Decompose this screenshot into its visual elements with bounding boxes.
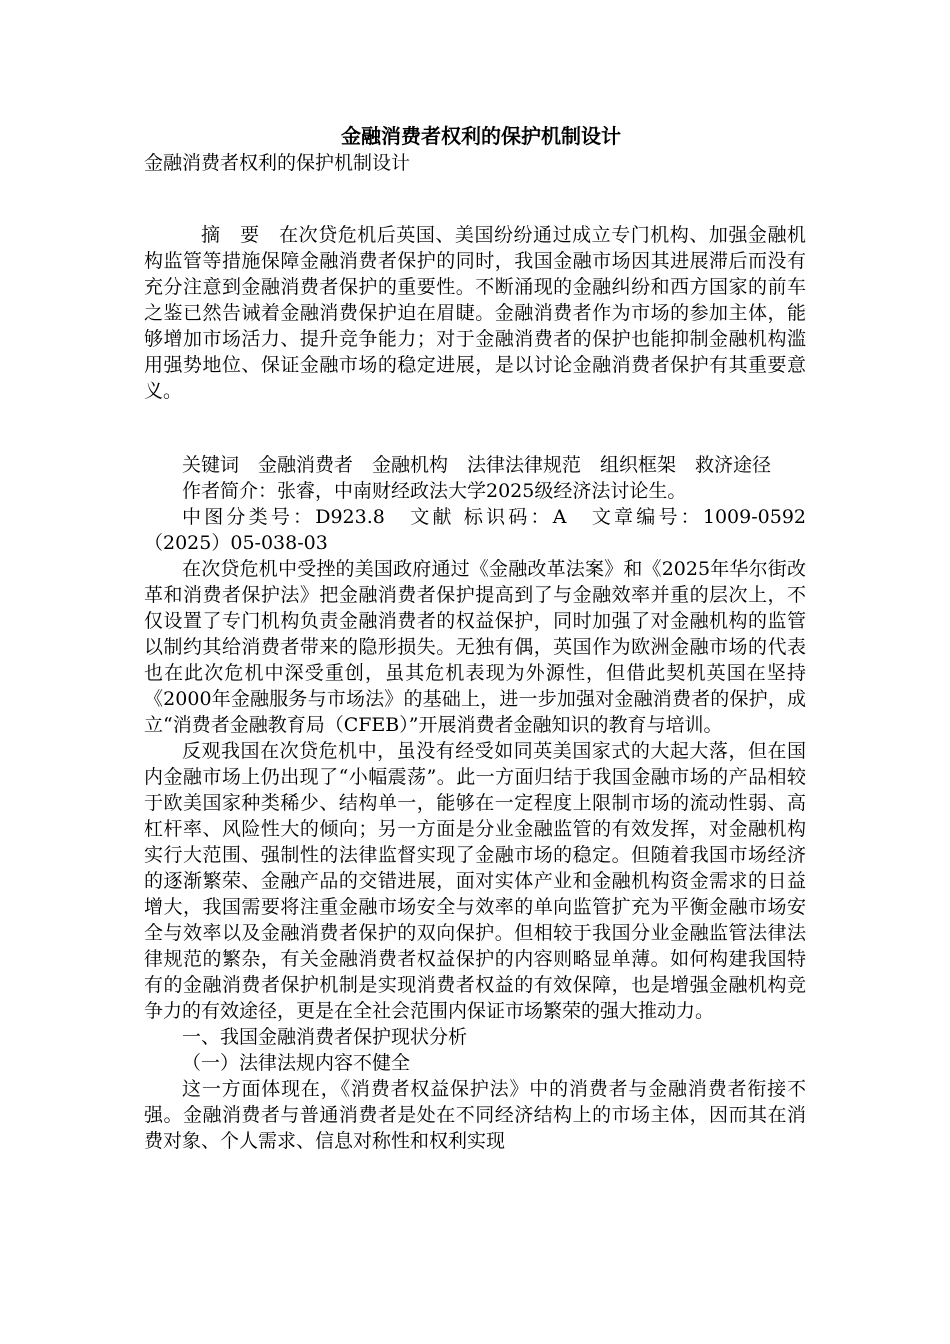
body-paragraph-3: 这一方面体现在，《消费者权益保护法》中的消费者与金融消费者衔接不强。金融消费者与普通消费者是处在不同经济结构上的市场主体，因而其在消费对象、个人需求、信息对称性和权利实现 — [144, 1078, 806, 1152]
body-paragraph-1: 在次贷危机中受挫的美国政府通过《金融改革法案》和《2025年华尔街改革和消费者保护法》把金融消费者保护提高到了与金融效率并重的层次上，不仅设置了专门机构负责金融消费者的权益保护，同时加强了对金融机构的监管以制约其给消费者带来的隐形损失。无独有偶，英国作为欧洲金融市场的代表也在此次危机中深受重创，虽其危机表现为外源性，但借此契机英国在坚持《2000年金融服务与市场法》的基础上，进一步加强对金融消费者的保护，成立“消费者金融教育局（CFEB）”开展消费者金融知识的教育与培训。 — [144, 558, 806, 736]
section-heading: 一、我国金融消费者保护现状分析 — [182, 1026, 468, 1048]
author-line: 作者简介：张睿，中南财经政法大学2025级经济法讨论生。 — [182, 480, 687, 502]
document-subtitle: 金融消费者权利的保护机制设计 — [144, 152, 411, 174]
keywords-line: 关键词 金融消费者 金融机构 法律法律规范 组织框架 救济途径 — [182, 454, 772, 476]
abstract-paragraph: 摘 要 在次贷危机后英国、美国纷纷通过成立专门机构、加强金融机构监管等措施保障金融消费者保护的同时，我国金融市场因其进展滞后而没有充分注意到金融消费者保护的重要性。不断涌现的金融纠纷和西方国家的前车之鉴已然告诫着金融消费保护迫在眉睫。金融消费者作为市场的参加主体，能够增加市场活力、提升竞争能力；对于金融消费者的保护也能抑制金融机构滥用强势地位、保证金融市场的稳定进展，是以讨论金融消费者保护有其重要意义。 — [144, 224, 806, 402]
document-page — [144, 122, 806, 1154]
classification-line: 中图分类号：D923.8 文献 标识码：A 文章编号：1009-0592（2025）05-038-03 — [144, 506, 806, 554]
document-title: 金融消费者权利的保护机制设计 — [341, 124, 621, 148]
subsection-heading: （一）法律法规内容不健全 — [182, 1052, 411, 1074]
body-paragraph-2: 反观我国在次贷危机中，虽没有经受如同英美国家式的大起大落，但在国内金融市场上仍出现了“小幅震荡”。此一方面归结于我国金融市场的产品相较于欧美国家种类稀少、结构单一，能够在一定程度上限制市场的流动性弱、高杠杆率、风险性大的倾向；另一方面是分业金融监管的有效发挥，对金融机构实行大范围、强制性的法律监督实现了金融市场的稳定。但随着我国市场经济的逐渐繁荣、金融产品的交错进展，面对实体产业和金融机构资金需求的日益增大，我国需要将注重金融市场安全与效率的单向监管扩充为平衡金融市场安全与效率以及金融消费者保护的双向保护。但相较于我国分业金融监管法律法律规范的繁杂，有关金融消费者权益保护的内容则略显单薄。如何构建我国特有的金融消费者保护机制是实现消费者权益的有效保障，也是增强金融机构竞争力的有效途径，更是在全社会范围内保证市场繁荣的强大推动力。 — [144, 740, 806, 1022]
